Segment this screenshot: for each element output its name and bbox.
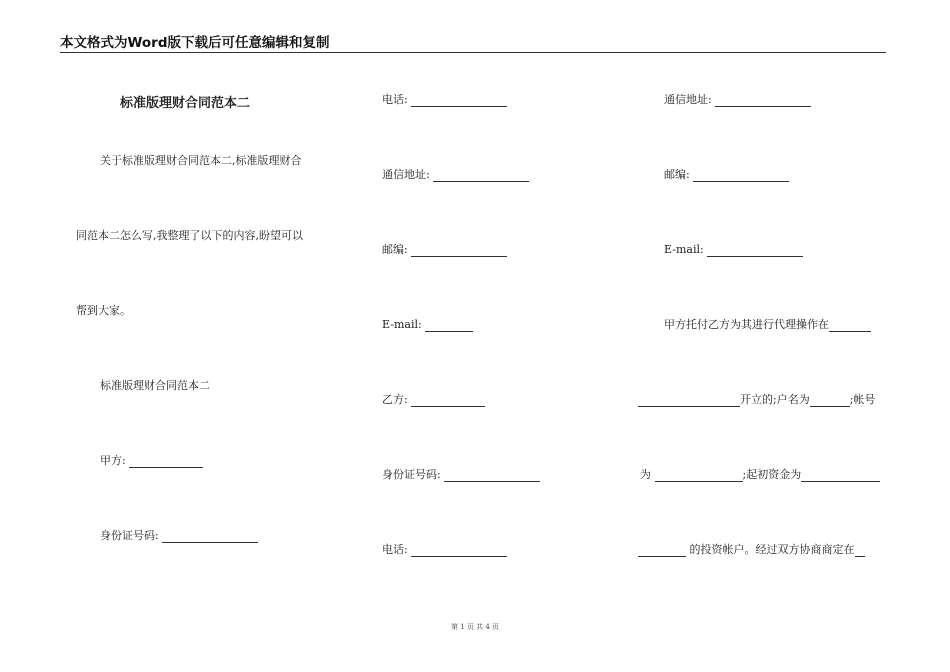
account-number-blank bbox=[655, 470, 743, 482]
initial-funds-blank bbox=[801, 470, 880, 482]
entrust-line bbox=[664, 318, 871, 332]
account-line bbox=[638, 393, 875, 407]
zip-label-1: 邮编: bbox=[382, 243, 408, 256]
phone-blank-1 bbox=[411, 95, 507, 107]
address-label-2: 通信地址: bbox=[664, 93, 712, 106]
opened-text: 开立的;户名为 bbox=[740, 393, 810, 406]
investment-text: 的投资帐户。经过双方协商商定在 bbox=[689, 543, 855, 556]
phone-blank-2 bbox=[411, 545, 507, 557]
id-number-b-label: 身份证号码: bbox=[382, 468, 441, 481]
initial-funds-text: ;起初资金为 bbox=[742, 468, 802, 481]
entrust-blank bbox=[829, 320, 871, 332]
email-blank-2 bbox=[707, 245, 803, 257]
zip-label-2: 邮编: bbox=[664, 168, 690, 181]
intro-line-2: 同范本二怎么写,我整理了以下的内容,盼望可以 bbox=[76, 229, 303, 242]
as-text: 为 bbox=[640, 468, 651, 481]
party-b-blank bbox=[411, 395, 485, 407]
email-blank-1 bbox=[425, 320, 473, 332]
intro-line-3: 帮到大家。 bbox=[76, 304, 131, 317]
page-number: 第 1 页 共 4 页 bbox=[450, 623, 500, 631]
party-b-field bbox=[382, 393, 485, 407]
zip-blank-1 bbox=[411, 245, 507, 257]
investment-blank bbox=[638, 545, 686, 557]
address-blank-1 bbox=[433, 170, 529, 182]
zip-field-1 bbox=[382, 243, 507, 257]
bank-blank bbox=[638, 395, 740, 407]
phone-label-2: 电话: bbox=[382, 543, 408, 556]
account-name-blank bbox=[810, 395, 850, 407]
zip-field-2 bbox=[664, 168, 789, 182]
section-subtitle: 标准版理财合同范本二 bbox=[100, 379, 210, 392]
id-number-b-field bbox=[382, 468, 540, 482]
investment-line bbox=[638, 543, 865, 557]
phone-label-1: 电话: bbox=[382, 93, 408, 106]
phone-field-1 bbox=[382, 93, 507, 107]
phone-field-2 bbox=[382, 543, 507, 557]
id-number-b-blank bbox=[444, 470, 540, 482]
account-no-text: ;帐号 bbox=[849, 393, 876, 406]
email-label-2: E-mail: bbox=[664, 243, 704, 256]
email-field-1 bbox=[382, 318, 473, 332]
party-b-label: 乙方: bbox=[382, 393, 408, 406]
party-a-label: 甲方: bbox=[100, 454, 126, 467]
email-label-1: E-mail: bbox=[382, 318, 422, 331]
address-blank-2 bbox=[715, 95, 811, 107]
id-number-field bbox=[100, 529, 258, 543]
party-a-blank bbox=[129, 456, 203, 468]
initial-funds-line bbox=[640, 468, 880, 482]
zip-blank-2 bbox=[693, 170, 789, 182]
intro-line-1: 关于标准版理财合同范本二,标准版理财合 bbox=[100, 154, 302, 167]
document-title: 标准版理财合同范本二 bbox=[120, 96, 251, 111]
address-field-1 bbox=[382, 168, 529, 182]
email-field-2 bbox=[664, 243, 803, 257]
agreement-blank bbox=[855, 545, 865, 557]
id-number-blank bbox=[162, 531, 258, 543]
document-header: 本文格式为Word版下载后可任意编辑和复制 bbox=[60, 34, 886, 53]
address-field-2 bbox=[664, 93, 811, 107]
id-number-label: 身份证号码: bbox=[100, 529, 159, 542]
party-a-field bbox=[100, 454, 203, 468]
address-label-1: 通信地址: bbox=[382, 168, 430, 181]
entrust-text: 甲方托付乙方为其进行代理操作在 bbox=[664, 318, 829, 331]
